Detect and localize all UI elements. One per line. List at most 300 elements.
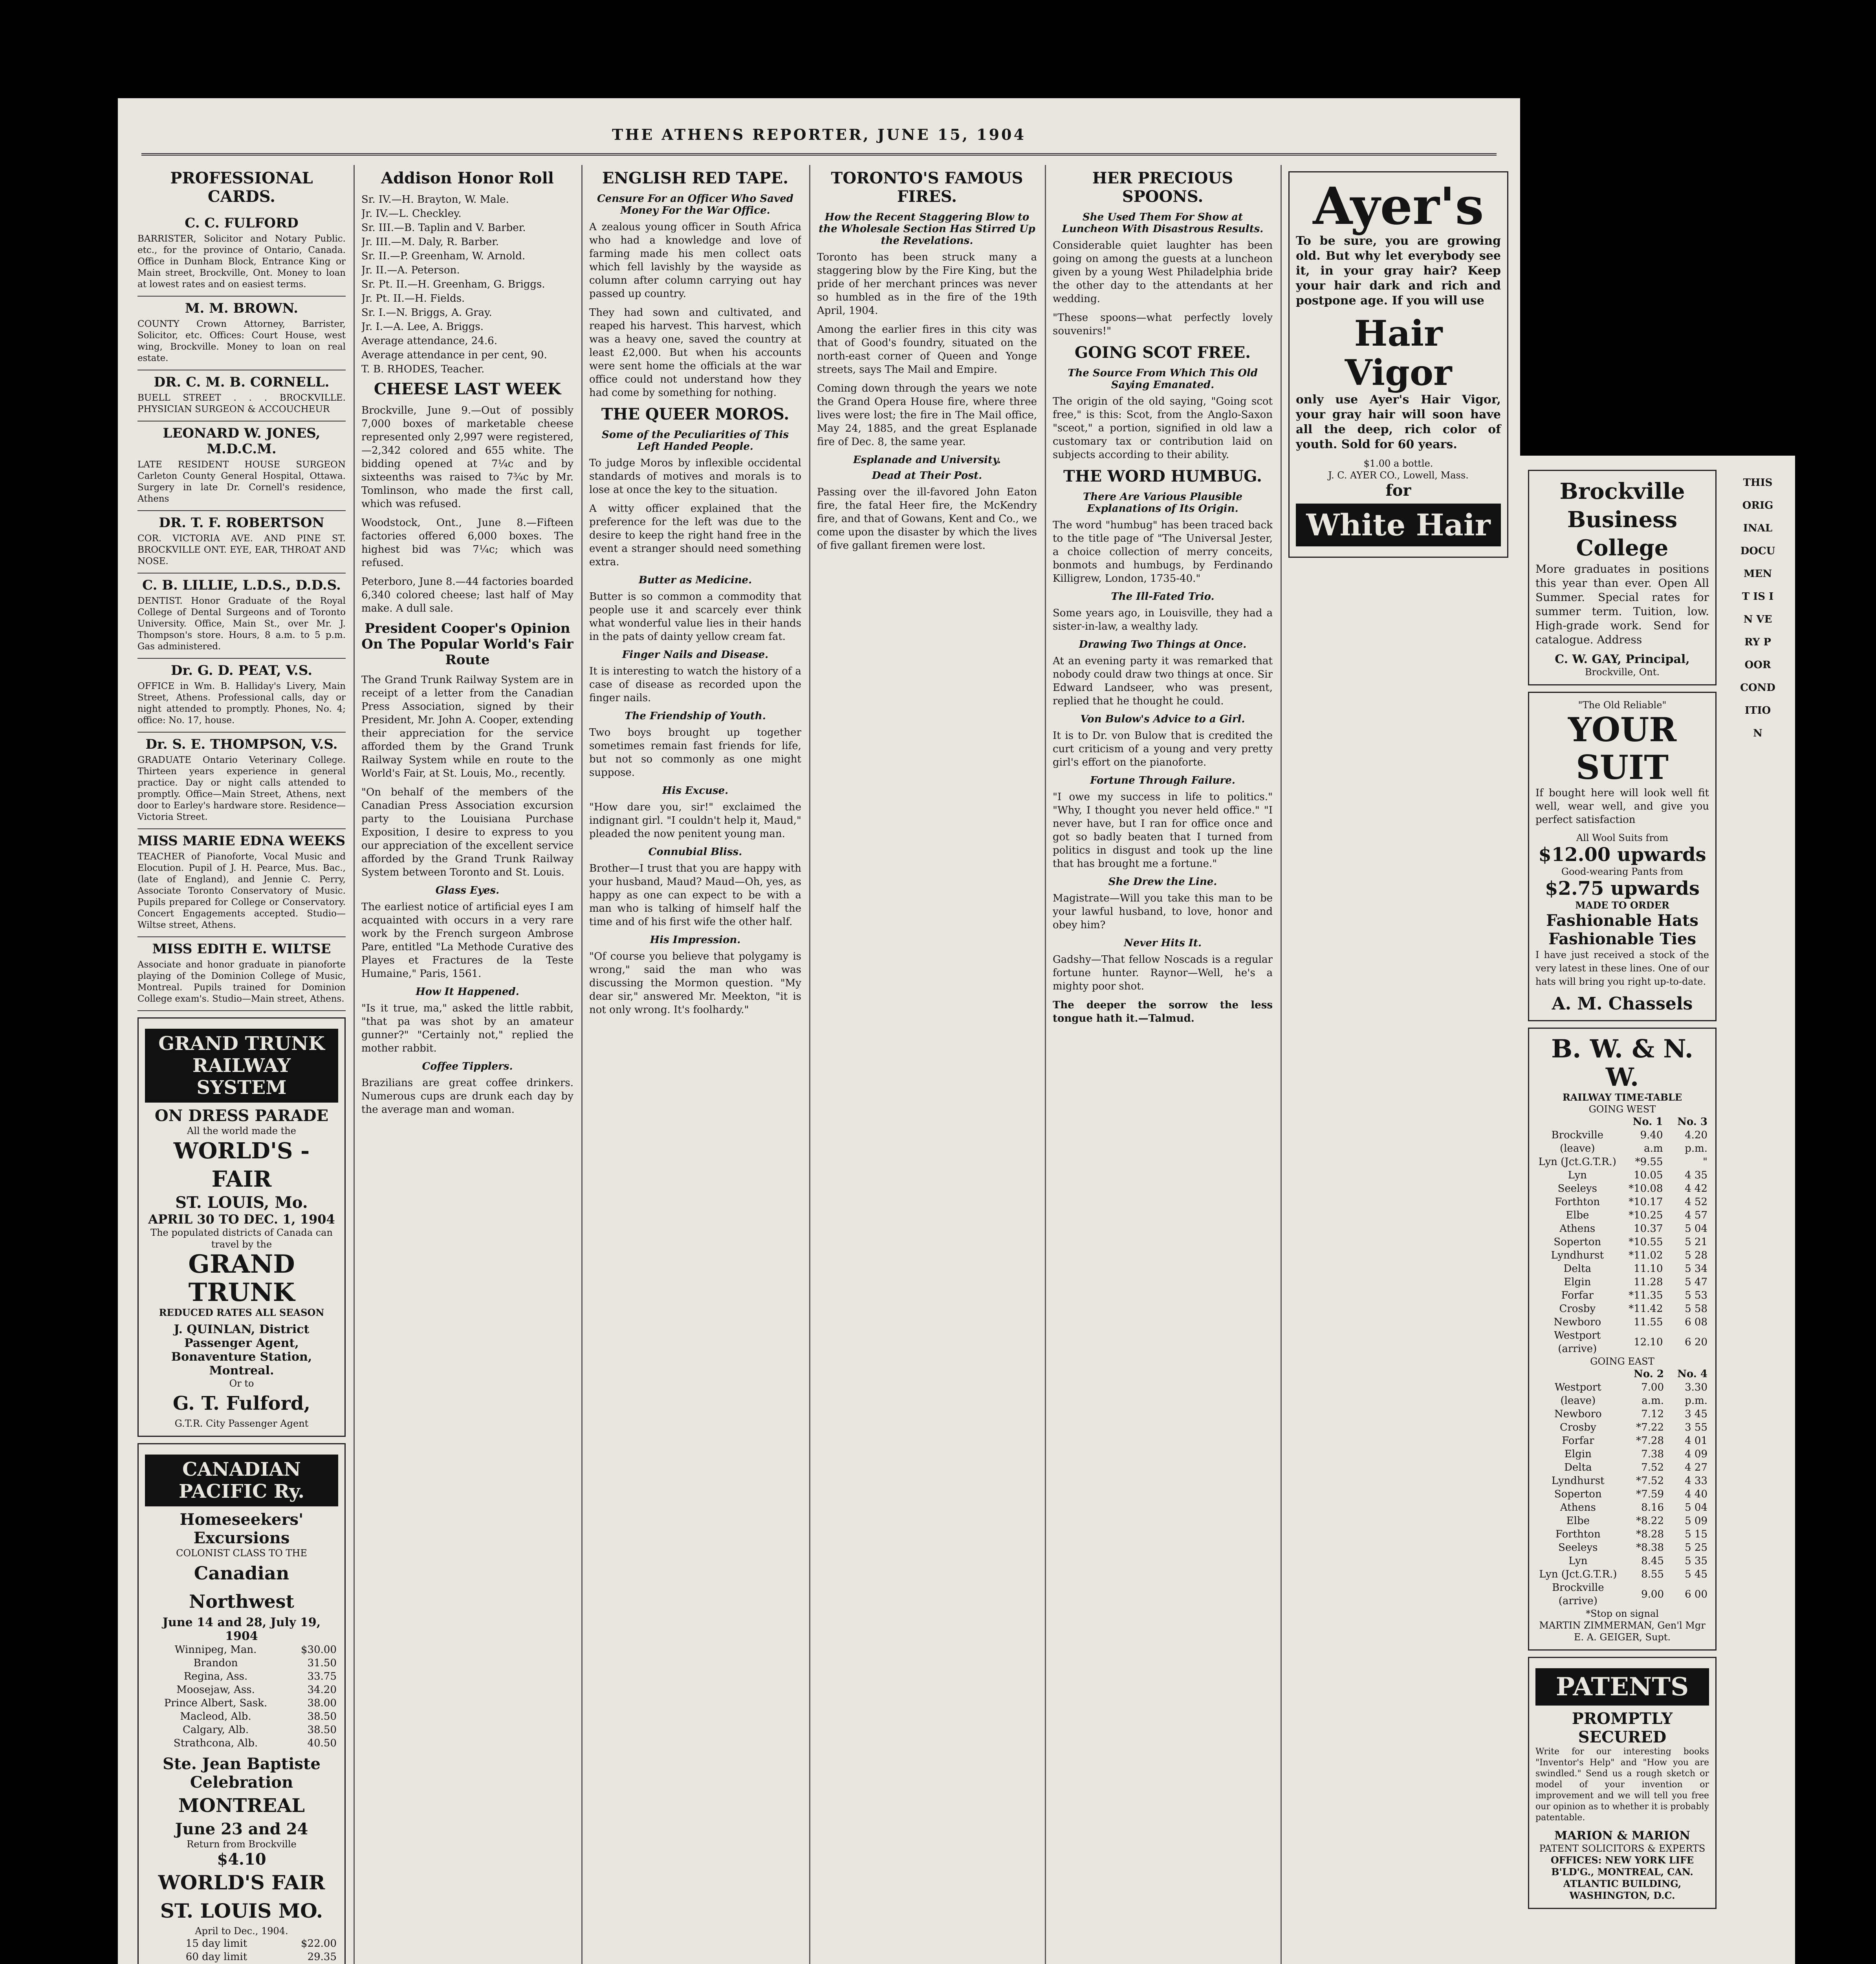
moros-article (589, 456, 801, 569)
table-cell: Delta (1563, 1263, 1592, 1275)
card-text: COUNTY Crown Attorney, Barrister, Solicitor, etc. Offices: Court House, west wing, Brockville. Money to loan on real estate. (137, 319, 346, 363)
table-cell: 3 45 (1685, 1408, 1707, 1420)
table-cell: $22.00 (301, 1938, 337, 1949)
column-3 (589, 165, 801, 1964)
table-row (1535, 1289, 1709, 1302)
table-cell: 29.35 (307, 1951, 337, 1963)
suit-hats: Fashionable Hats (1546, 911, 1698, 930)
table-cell: Athens (1559, 1223, 1596, 1235)
table-cell: *8.28 (1636, 1528, 1664, 1540)
fires-title: TORONTO'S FAMOUS FIRES. (831, 169, 1023, 206)
college-text: More graduates in positions this year than ever. Open All Summer. Special rates for summer term. Tuition, low. High-grade work. Send for catalogue. Address (1535, 562, 1709, 646)
column-rule (809, 165, 810, 1964)
ayer-for: for (1385, 481, 1411, 500)
table-row (145, 1950, 338, 1964)
table-row (1535, 1222, 1709, 1235)
cpr-dates: June 14 and 28, July 19, 1904 (162, 1616, 321, 1643)
table-cell: 3.30 p.m. (1685, 1381, 1707, 1407)
column-6 (1288, 165, 1508, 1964)
table-cell: 4 09 (1685, 1448, 1707, 1460)
table-row (1535, 1235, 1709, 1249)
ayer-copy2: only use Ayer's Hair Vigor, your gray hair will soon have all the deep, rich color of youth. Sold for 60 years. (1296, 393, 1501, 451)
card-name: C. C. FULFORD (185, 215, 299, 231)
table-cell: Delta (1564, 1462, 1592, 1473)
column-5 (1053, 165, 1273, 1964)
misc-items (1053, 591, 1273, 993)
suit-order: MADE TO ORDER (1575, 900, 1669, 911)
table-cell: Seeleys (1558, 1542, 1598, 1554)
table-row (1535, 1209, 1709, 1222)
professional-cards (137, 211, 346, 1011)
suit-merchant: A. M. Chassels (1552, 994, 1693, 1014)
header-cell: No. 3 (1677, 1116, 1707, 1128)
ayer-ad (1288, 171, 1508, 558)
table-cell: Moosejaw, Ass. (176, 1684, 255, 1696)
table-cell: 38.50 (307, 1724, 337, 1736)
honor-line: Jr. Pt. II.—H. Fields. (361, 293, 465, 304)
professional-card (137, 297, 346, 370)
misc-text: "I owe my success in life to politics." "Why, I thought you never held office." "I never have, but I ran for office once and got so badly beaten that I turned from politics in disgust and took up the line that has brought me a fortune." (1053, 791, 1273, 870)
cpr-wf-dates: April to Dec., 1904. (195, 1926, 288, 1937)
butter-text: Butter is so common a commodity that people use it and scarcely ever think what wonderful value lies in their hands in the pats of dainty yellow cream fat. (589, 591, 801, 643)
table-row (1535, 1514, 1709, 1528)
table-cell: 5 35 (1685, 1555, 1707, 1567)
cpr-fete: Ste. Jean Baptiste Celebration (163, 1755, 321, 1792)
friendly-text: Two boys brought up together sometimes remain fast friends for life, but not so commonly as one might suppose. (589, 727, 801, 779)
table-cell: 5 04 (1685, 1223, 1707, 1235)
cpr-fete-dates: June 23 and 24 (175, 1820, 308, 1838)
table-row (1535, 1182, 1709, 1195)
card-text: BARRISTER, Solicitor and Notary Public. etc., for the province of Ontario, Canada. Office in Dunham Block, Entrance King or Main street, Brockville, Ont. Money to loan at lowest rates and on easiest terms. (137, 234, 346, 289)
cpr-fare-table (145, 1643, 338, 1750)
moros-paragraph: To judge Moros by inflexible occidental standards of motives and morals is to lose at once the key to the situation. (589, 457, 801, 496)
honor-roll (361, 193, 573, 376)
redtape-sub: Censure For an Officer Who Saved Money For the War Office. (597, 193, 793, 216)
table-cell: 4 33 (1685, 1475, 1707, 1487)
table-row (1535, 1329, 1709, 1356)
honor-line: Sr. IV.—H. Brayton, W. Male. (361, 194, 509, 205)
butter-title: Butter as Medicine. (638, 574, 752, 586)
ayer-copy: To be sure, you are growing old. But why let everybody see it, in your gray hair? Keep your hair dark and rich and postpone age. If you will use (1296, 234, 1501, 308)
suit-pants: Good-wearing Pants from (1561, 866, 1684, 877)
card-name: MISS MARIE EDNA WEEKS (137, 833, 346, 849)
table-cell: *11.42 (1629, 1303, 1663, 1315)
column-rule (1281, 165, 1282, 1964)
suit-tag: "The Old Reliable" (1578, 700, 1667, 711)
bwnw-note: *Stop on signal (1586, 1608, 1659, 1619)
patents-ad (1528, 1657, 1717, 1909)
table-cell: Soperton (1554, 1236, 1601, 1248)
professional-card (137, 370, 346, 421)
table-cell: 31.50 (307, 1657, 337, 1669)
table-cell: Westport (leave) (1554, 1381, 1601, 1407)
misc-title: Drawing Two Things at Once. (1079, 639, 1247, 650)
table-cell: Forfar (1561, 1290, 1594, 1301)
misc-text: At an evening party it was remarked that nobody could draw two things at once. Sir Edward Landseer, who was present, replied that he thought he could. (1053, 655, 1273, 707)
professional-card (137, 421, 346, 511)
ayer-maker: J. C. AYER CO., Lowell, Mass. (1328, 470, 1469, 481)
card-text: Associate and honor graduate in pianoforte playing of the Dominion College of Music, Montreal. Pupils trained for Dominion College exam's. Studio—Main street, Athens. (137, 960, 346, 1004)
college-ad (1528, 470, 1717, 685)
column-2 (361, 165, 573, 1964)
card-name: DR. T. F. ROBERTSON (159, 515, 324, 531)
gtr-city: ST. LOUIS, Mo. (175, 1193, 308, 1212)
moros-sub: Some of the Peculiarities of This Left Handed People. (601, 429, 789, 453)
cooper-paragraph: The Grand Trunk Railway System are in receipt of a letter from the Canadian Press Association, signed by their President, Mr. John A. Cooper, extending their appreciation for the service afforded them by the Grand Trunk Railway System while en route to the World's Fair, at St. Louis, Mo., recently. (361, 674, 573, 779)
suit-ties: Fashionable Ties (1548, 930, 1696, 948)
wf-fare-table (145, 1937, 338, 1964)
table-row (1535, 1541, 1709, 1554)
table-cell: *10.25 (1629, 1209, 1663, 1221)
west-table (1535, 1115, 1709, 1356)
gtr-agent: J. QUINLAN, District Passenger Agent, Bonaventure Station, Montreal. (171, 1323, 312, 1378)
cheese-paragraph: Brockville, June 9.—Out of possibly 7,000 boxes of marketable cheese represented only 2,997 were registered, —2,342 colored and 655 white. The bidding opened at 7¼c and by sixteenths was raised to 7¾c by Mr. Tomlinson, who made the first call, which was refused. (361, 405, 573, 510)
moros-title: THE QUEER MOROS. (601, 405, 790, 423)
gtr-or: Or to (229, 1378, 254, 1389)
happened-text: "Is it true, ma," asked the little rabbit, "that pa was shot by an amateur gunner?" "Certainly not," replied the mother rabbit. (361, 1002, 573, 1054)
ayer-white-hair: White Hair (1296, 504, 1501, 546)
misc-title: Fortune Through Failure. (1090, 775, 1235, 786)
table-cell: *11.02 (1629, 1249, 1663, 1261)
table-cell: 6 20 (1685, 1336, 1707, 1348)
scot-title: GOING SCOT FREE. (1074, 343, 1251, 362)
honor-line: Sr. I.—N. Briggs, A. Gray. (361, 307, 492, 319)
table-row (1535, 1381, 1709, 1407)
honor-line: Jr. IV.—L. Checkley. (361, 208, 462, 220)
table-cell: 60 day limit (185, 1951, 247, 1963)
table-cell: Forthton (1555, 1196, 1600, 1208)
table-cell: 5 15 (1685, 1528, 1707, 1540)
table-row (1535, 1474, 1709, 1488)
table-row (145, 1937, 338, 1950)
table-cell: *9.55 (1635, 1156, 1663, 1168)
spoons-sub: She Used Them For Show at Luncheon With Disastrous Results. (1062, 211, 1264, 235)
bwnw-sub: RAILWAY TIME-TABLE (1562, 1092, 1682, 1103)
table-row (145, 1710, 338, 1723)
table-cell: *7.59 (1636, 1488, 1664, 1500)
table-cell: 7.00 a.m. (1641, 1381, 1664, 1407)
humbug-sub: There Are Various Plausible Explanations of Its Origin. (1083, 491, 1242, 515)
glass-title: Glass Eyes. (435, 885, 500, 896)
table-cell: Forthton (1555, 1528, 1601, 1540)
patents-firm-sub: PATENT SOLICITORS & EXPERTS (1539, 1843, 1706, 1854)
bwnw-west: GOING WEST (1588, 1104, 1656, 1115)
table-cell: 11.28 (1634, 1276, 1663, 1288)
scot-sub: The Source From Which This Old Saying Emanated. (1068, 367, 1258, 391)
cheese-paragraph: Woodstock, Ont., June 8.—Fifteen factories offered 6,000 boxes. The highest bid was 7¼c; which was refused. (361, 517, 573, 569)
table-cell: 4 57 (1685, 1209, 1707, 1221)
table-cell: 5 47 (1685, 1276, 1707, 1288)
cooper-title: President Cooper's Opinion On The Popular World's Fair Route (361, 621, 573, 668)
fires-paragraph: Coming down through the years we note the Grand Opera House fire, where three lives were lost; the fire in The Mail office, May 24, 1885, and the great Esplanade fire of Dec. 8, the same year. (817, 383, 1037, 448)
honor-line: Average attendance in per cent, 90. (361, 349, 547, 361)
table-cell: 38.00 (307, 1697, 337, 1709)
honor-roll-title: Addison Honor Roll (381, 169, 554, 187)
gtr-logo: GRAND TRUNK RAILWAY SYSTEM (145, 1029, 338, 1103)
scot-text: The origin of the old saying, "Going scot free," is this: Scot, from the Anglo-Saxon "sceot," a portion, signified in old law a customary tax or contribution laid on subjects according to their ability. (1053, 396, 1273, 461)
spoons-article (1053, 239, 1273, 338)
table-cell: *11.35 (1629, 1290, 1663, 1301)
professional-card (137, 937, 346, 1011)
table-cell: 4 27 (1685, 1462, 1707, 1473)
cpr-wf: WORLD'S FAIR ST. LOUIS MO. (158, 1871, 325, 1922)
professional-card (137, 573, 346, 659)
cpr-region: Canadian Northwest (189, 1563, 294, 1612)
table-cell: Elgin (1564, 1448, 1592, 1460)
cpr-fete-from: Return from Brockville (187, 1839, 297, 1850)
table-cell: *8.22 (1636, 1515, 1664, 1527)
coffee-title: Coffee Tipplers. (422, 1061, 513, 1072)
table-cell: Westport (arrive) (1554, 1330, 1601, 1355)
gtr-rates: REDUCED RATES ALL SEASON (159, 1307, 324, 1318)
table-cell: 6 08 (1685, 1316, 1707, 1328)
bwnw-supt: E. A. GEIGER, Supt. (1574, 1632, 1671, 1643)
table-cell: 5 53 (1685, 1290, 1707, 1301)
table-row (1535, 1488, 1709, 1501)
humbug-text: The word "humbug" has been traced back to the title page of "The Universal Jester, a choice collection of merry conceits, bonmots and humbugs, by Ferdinando Killigrew, London, 1735-40." (1053, 519, 1273, 584)
cheese-paragraph: Peterboro, June 8.—44 factories boarded 6,340 colored cheese; last half of May make. A dull sale. (361, 576, 573, 614)
ayer-product: Hair Vigor (1345, 313, 1452, 394)
table-cell: 38.50 (307, 1711, 337, 1722)
header-cell: No. 1 (1632, 1116, 1663, 1128)
table-row (1535, 1581, 1709, 1608)
cpr-logo: CANADIAN PACIFIC Ry. (145, 1455, 338, 1506)
newspaper-page (118, 98, 1520, 1964)
cpr-title: Homeseekers' Excursions (180, 1510, 304, 1547)
patents-head: PATENTS (1535, 1668, 1709, 1706)
table-cell: *10.55 (1629, 1236, 1663, 1248)
column-rule (354, 165, 355, 1964)
table-cell: " (1703, 1156, 1707, 1168)
table-row (1535, 1195, 1709, 1209)
suit-head: YOUR SUIT (1568, 710, 1677, 787)
table-cell: 5 45 (1685, 1568, 1707, 1580)
patents-text: Write for our interesting books "Inventor's Help" and "How you are swindled." Send us a rough sketch or model of your invention or improvement and we will tell you free our opinion as to whether it is probably patentable. (1535, 1747, 1709, 1823)
table-cell: *10.08 (1629, 1183, 1663, 1195)
table-cell: Seeleys (1557, 1183, 1597, 1195)
talmud-quote: The deeper the sorrow the less tongue hath it.—Talmud. (1053, 999, 1273, 1024)
card-name: MISS EDITH E. WILTSE (152, 941, 331, 957)
table-cell: 15 day limit (185, 1938, 247, 1949)
happened-title: How It Happened. (416, 986, 519, 998)
coffee-text: Brazilians are great coffee drinkers. Numerous cups are drunk each day by the average man and woman. (361, 1077, 573, 1116)
humbug-title: THE WORD HUMBUG. (1063, 467, 1262, 486)
bwnw-title: B. W. & N. W. (1551, 1034, 1693, 1092)
table-cell: Crosby (1560, 1422, 1596, 1433)
card-text: OFFICE in Wm. B. Halliday's Livery, Main Street, Athens. Professional calls, day or night attended to promptly. Phones, No. 4; office: No. 17, house. (137, 681, 346, 726)
honor-line: Sr. Pt. II.—H. Greenham, G. Briggs. (361, 278, 545, 290)
table-cell: 8.16 (1641, 1502, 1664, 1513)
bwnw-east: GOING EAST (1590, 1356, 1654, 1367)
fires-article (817, 251, 1037, 449)
gtr-brand: GRAND TRUNK (188, 1249, 295, 1307)
gtr-parade: ON DRESS PARADE (154, 1107, 329, 1125)
fires-paragraph: Among the earlier fires in this city was that of Good's foundry, situated on the north-east corner of Queen and Yonge streets, says The Mail and Empire. (817, 324, 1037, 376)
table-cell: Crosby (1559, 1303, 1596, 1315)
suit-ad (1528, 692, 1717, 1021)
table-cell: Newboro (1554, 1316, 1601, 1328)
table-cell: Macleod, Alb. (180, 1711, 251, 1722)
table-cell: Brockville (leave) (1551, 1129, 1604, 1154)
honor-line: Jr. III.—M. Daly, R. Barber. (361, 236, 499, 248)
section-title-cards: PROFESSIONAL CARDS. (170, 169, 313, 206)
table-cell: 3 55 (1685, 1422, 1707, 1433)
glass-text: The earliest notice of artificial eyes I am acquainted with occurs in a very rare work by the French surgeon Ambrose Pare, entitled "La Methode Curative des Playes et Fractures de la Teste Humaine," Paris, 1561. (361, 901, 573, 980)
table-cell: Calgary, Alb. (183, 1724, 249, 1736)
table-cell: 8.45 (1641, 1555, 1664, 1567)
card-text: BUELL STREET . . . BROCKVILLE. PHYSICIAN SURGEON & ACCOUCHEUR (137, 393, 346, 414)
table-cell: *8.38 (1636, 1542, 1664, 1554)
suit-stock: I have just received a stock of the very latest in these lines. One of our hats will bring you right up-to-date. (1535, 949, 1709, 987)
table-cell: 11.10 (1634, 1263, 1663, 1275)
fires-paragraph: Toronto has been struck many a staggering blow by the Fire King, but the pride of her merchant princes was never so humbled as in the fire of the 19th April, 1904. (817, 251, 1037, 317)
table-header (1535, 1367, 1709, 1381)
redtape-article (589, 220, 801, 399)
masthead: THE ATHENS REPORTER, JUNE 15, 1904 (141, 126, 1497, 156)
table-cell: 9.40 a.m (1640, 1129, 1663, 1154)
fires-sub3: Dead at Their Post. (872, 470, 982, 482)
table-cell: 6 00 (1685, 1588, 1707, 1600)
moros-paragraph: A witty officer explained that the preference for the left was due to the desire to keep the right hand free in the event a stranger should need something extra. (589, 503, 801, 568)
table-cell: 5 21 (1685, 1236, 1707, 1248)
table-cell: 5 58 (1685, 1303, 1707, 1315)
card-text: DENTIST. Honor Graduate of the Royal College of Dental Surgeons and of Toronto University. Office, Main St., over Mr. J. Thompson's store. Hours, 8 a.m. to 5 p.m. Gas administered. (137, 596, 346, 652)
gtr-dates: APRIL 30 TO DEC. 1, 1904 (148, 1212, 335, 1227)
table-cell: *7.22 (1636, 1422, 1664, 1433)
card-text: LATE RESIDENT HOUSE SURGEON Carleton County General Hospital, Ottawa. Surgery in late Dr. Cornell's residence, Athens (137, 460, 346, 504)
table-cell: 40.50 (307, 1737, 337, 1749)
ad-stack (1528, 464, 1717, 1915)
table-row (1535, 1421, 1709, 1434)
misc-text: Gadshy—That fellow Noscads is a regular fortune hunter. Raynor—Well, he's a mighty poor shot. (1053, 954, 1273, 992)
spoons-paragraph: "These spoons—what perfectly lovely souvenirs!" (1053, 312, 1273, 337)
table-cell: Soperton (1554, 1488, 1602, 1500)
table-row (1535, 1169, 1709, 1182)
bliss-title: Connubial Bliss. (648, 846, 742, 858)
table-cell: *7.28 (1636, 1435, 1664, 1447)
honor-line: Average attendance, 24.6. (361, 335, 498, 347)
table-cell: Regina, Ass. (183, 1671, 248, 1682)
honor-line: Jr. II.—A. Peterson. (361, 264, 460, 276)
misc-text: It is to Dr. von Bulow that is credited the curt criticism of a young and very pretty girl's effort on the pianoforte. (1053, 730, 1273, 768)
professional-card (137, 511, 346, 573)
table-cell: 33.75 (307, 1671, 337, 1682)
table-cell: Lyn (Jct.G.T.R.) (1538, 1156, 1616, 1168)
honor-line: Jr. I.—A. Lee, A. Briggs. (361, 321, 484, 333)
cpr-fete-price: $4.10 (217, 1850, 266, 1869)
table-row (1535, 1434, 1709, 1447)
honor-line: T. B. RHODES, Teacher. (361, 363, 485, 375)
table-row (1535, 1155, 1709, 1169)
spoons-title: HER PRECIOUS SPOONS. (1092, 169, 1233, 206)
cpr-fete-city: MONTREAL (178, 1795, 305, 1817)
excuse-text: "How dare you, sir!" exclaimed the indignant girl. "I couldn't help it, Maud," pleaded the now penitent young man. (589, 801, 801, 840)
column-rule (581, 165, 583, 1964)
column-rule (1045, 165, 1046, 1964)
table-cell: Elbe (1566, 1515, 1590, 1527)
misc-text: Some years ago, in Louisville, they had a sister-in-law, a wealthy lady. (1053, 607, 1273, 632)
table-cell: 8.55 (1641, 1568, 1664, 1580)
redtape-paragraph: They had sown and cultivated, and reaped his harvest. This harvest, which was a heavy one, saved the country at least £2,000. But when his accounts were sent home the officials at the war office could not understand how they had come by something for nothing. (589, 307, 801, 399)
gtr-local: G. T. Fulford, (172, 1392, 311, 1414)
table-cell: 7.38 (1641, 1448, 1664, 1460)
misc-title: The Ill-Fated Trio. (1111, 591, 1215, 603)
card-name: LEONARD W. JONES, M.D.C.M. (163, 425, 321, 457)
table-cell: 5 09 (1685, 1515, 1707, 1527)
honor-line: Sr. II.—P. Greenham, W. Arnold. (361, 250, 526, 262)
table-cell: Prince Albert, Sask. (164, 1697, 267, 1709)
table-row (1535, 1129, 1709, 1155)
card-text: GRADUATE Ontario Veterinary College. Thirteen years experience in general practice. Day or night calls attended to promptly. Office—Main Street, Athens, next door to Earley's hardware store. Residence—Victoria Street. (137, 755, 346, 822)
table-cell: Forfar (1562, 1435, 1594, 1447)
table-row (145, 1723, 338, 1737)
condition-stamp: THIS ORIGINAL DOCUMENT IS IN VERY POOR CONDITION (1740, 477, 1775, 739)
gtr-fair: WORLD'S - FAIR (173, 1138, 310, 1192)
table-row (145, 1697, 338, 1710)
table-cell: *7.52 (1636, 1475, 1664, 1487)
table-cell: 9.00 (1641, 1588, 1664, 1600)
card-text: COR. VICTORIA AVE. AND PINE ST. BROCKVILLE ONT. EYE, EAR, THROAT AND NOSE. (137, 533, 346, 566)
cooper-paragraph: "On behalf of the members of the Canadian Press Association excursion party to the Louisiana Purchase Exposition, I desire to express to you our appreciation of the excellent service afforded by the Grand Trunk Railway System between Toronto and St. Louis. (361, 786, 573, 878)
card-name: Dr. S. E. THOMPSON, V.S. (145, 736, 338, 752)
table-row (1535, 1315, 1709, 1329)
table-row (145, 1683, 338, 1697)
finger-text: It is interesting to watch the history of a case of disease as recorded upon the finger nails. (589, 665, 801, 704)
table-cell: Lyn (1568, 1169, 1587, 1181)
impression-title: His Impression. (650, 934, 741, 946)
table-cell: 5 28 (1685, 1249, 1707, 1261)
table-row (145, 1656, 338, 1670)
table-row (1535, 1407, 1709, 1421)
table-cell: Athens (1560, 1502, 1596, 1513)
table-cell: 5 04 (1685, 1502, 1707, 1513)
table-row (145, 1737, 338, 1750)
gtr-ad (137, 1017, 346, 1437)
table-cell: Winnipeg, Man. (174, 1644, 257, 1656)
table-cell: *10.17 (1629, 1196, 1663, 1208)
college-city: Brockville, Ont. (1585, 667, 1660, 678)
bwnw-mgr: MARTIN ZIMMERMAN, Gen'l Mgr (1539, 1620, 1706, 1631)
table-cell: Newboro (1554, 1408, 1602, 1420)
column-4 (817, 165, 1037, 1964)
cooper-article (361, 673, 573, 879)
table-row (1535, 1461, 1709, 1474)
table-row (1535, 1568, 1709, 1581)
impression-text: "Of course you believe that polygamy is wrong," said the man who was discussing the Mormon question. "My dear sir," answered Mr. Meekton, "it is not only wrong. It's foolhardy." (589, 951, 801, 1016)
misc-text: Magistrate—Will you take this man to be your lawful husband, to love, honor and obey him? (1053, 892, 1273, 931)
table-cell: 4 52 (1685, 1196, 1707, 1208)
fires-sub: How the Recent Staggering Blow to the Wholesale Section Has Stirred Up the Revelations. (819, 211, 1035, 247)
excuse-title: His Excuse. (662, 785, 729, 797)
table-cell: 7.12 (1641, 1408, 1664, 1420)
table-row (1535, 1275, 1709, 1289)
ad-column (1520, 456, 1795, 1964)
table-cell: 4 42 (1685, 1183, 1707, 1195)
suit-copy: If bought here will look well fit well, wear well, and give you perfect satisfaction (1535, 787, 1709, 826)
table-row (1535, 1501, 1709, 1514)
redtape-title: ENGLISH RED TAPE. (602, 169, 789, 187)
suit-wool-price: $12.00 upwards (1538, 844, 1706, 866)
misc-title: Never Hits It. (1123, 937, 1202, 949)
table-cell: 4 35 (1685, 1169, 1707, 1181)
table-cell: $30.00 (301, 1644, 337, 1656)
spoons-paragraph: Considerable quiet laughter has been going on among the guests at a luncheon given by a young West Philadelphia bride the other day to the attendants at her wedding. (1053, 240, 1273, 305)
header-cell (1535, 1115, 1620, 1129)
table-row (1535, 1249, 1709, 1262)
suit-pants-price: $2.75 upwards (1545, 878, 1700, 900)
table-row (145, 1670, 338, 1683)
table-cell: 4.20 p.m. (1685, 1129, 1707, 1154)
